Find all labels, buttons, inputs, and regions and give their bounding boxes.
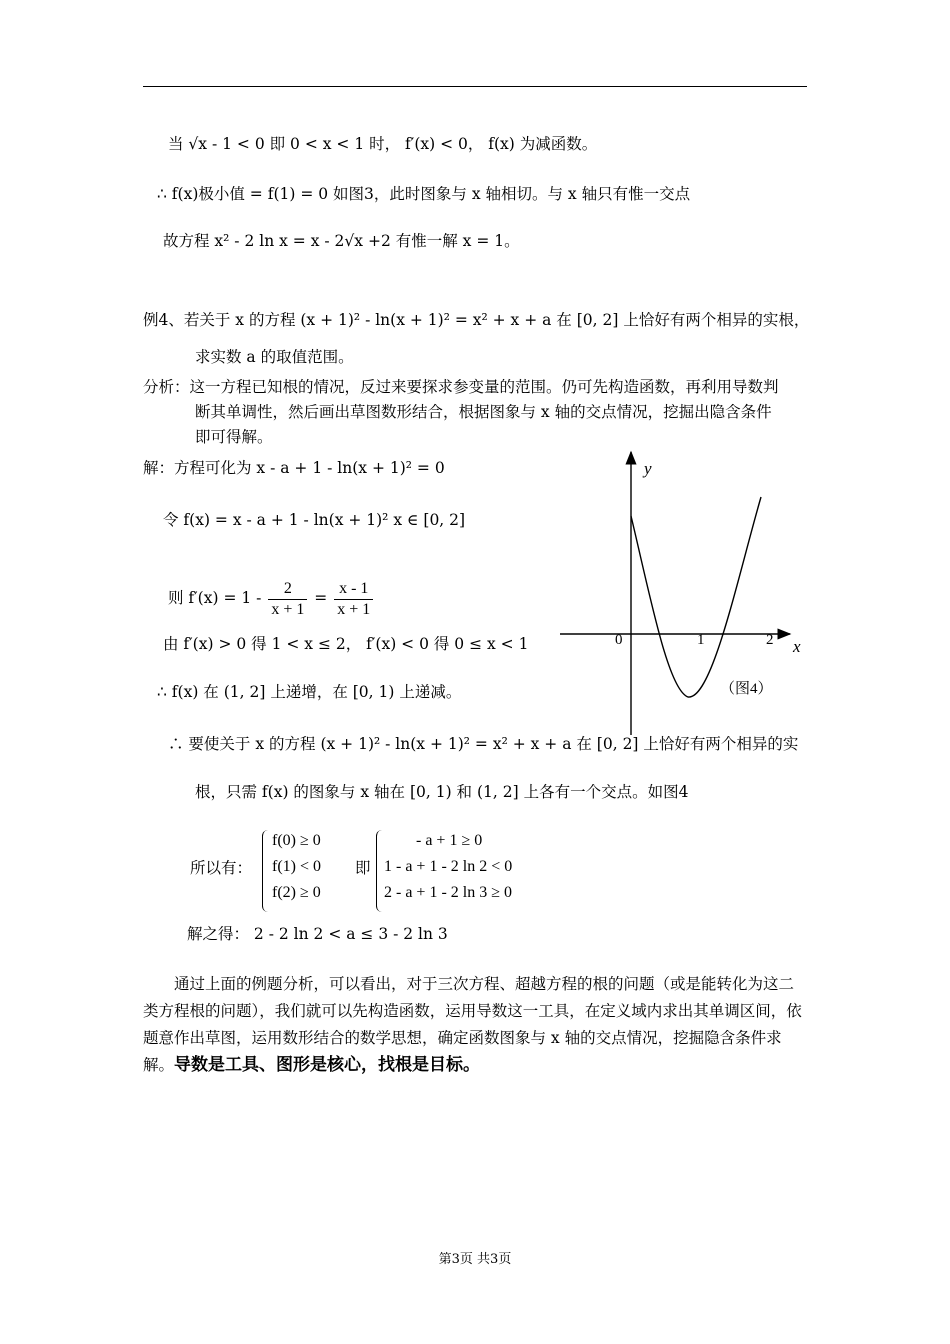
fraction-2-over-x-plus-1 (268, 579, 307, 620)
x-axis-label: x (793, 637, 801, 656)
summary-paragraph (143, 971, 807, 1079)
system-2-row: 2 - a + 1 - 2 ln 3 ≥ 0 (384, 884, 513, 901)
ie-label: 即 (355, 859, 371, 877)
system-2-row: 1 - a + 1 - 2 ln 2 < 0 (384, 858, 513, 875)
summary-text: 通过上面的例题分析，可以看出，对于三次方程、超越方程的根的问题（或是能转化为这二类方程根的问题），我们就可以先构造函数，运用导数这一工具，在定义域内求出其单调区间，依题意作出草图，运用数形结合的数学思想，确定函数图象与 x 轴的交点情况，挖掘隐含条件求解。 (143, 975, 802, 1074)
system-1-row: f(1) < 0 (272, 858, 322, 875)
analysis-line-2: 断其单调性，然后画出草图数形结合，根据图象与 x 轴的交点情况，挖掘出隐含条件 (195, 403, 772, 421)
equals-sign: = (314, 589, 328, 607)
line-when-derivative-negative: 当 √x - 1 < 0 即 0 < x < 1 时， f′(x) < 0， f(x) 为减函数。 (168, 135, 598, 153)
left-brace-1 (262, 830, 271, 912)
page-footer: 第3页 共3页 (438, 1252, 512, 1267)
final-answer: 解之得： 2 - 2 ln 2 < a ≤ 3 - 2 ln 3 (187, 925, 448, 943)
system-2 (384, 828, 512, 906)
tick-label-2: 2 (766, 632, 774, 648)
line-minimum-value: ∴ f(x)极小值 = f(1) = 0 如图3，此时图象与 x 轴相切。与 x 轴只有惟一交点 (157, 185, 691, 203)
solution-define-f: 令 f(x) = x - a + 1 - ln(x + 1)² x ∈ [0, 2] (163, 511, 466, 529)
figure-4-graph (550, 440, 810, 740)
solution-derivative (168, 576, 375, 620)
solution-requirement-1: ∴ 要使关于 x 的方程 (x + 1)² - ln(x + 1)² = x² + x + a 在 [0, 2] 上恰好有两个相异的实 (168, 735, 799, 753)
analysis-line-1: 分析：这一方程已知根的情况，反过来要探求参变量的范围。仍可先构造函数，再利用导数判 (143, 378, 779, 396)
fraction-numerator: 2 (268, 579, 307, 600)
solution-monotonic-result: ∴ f(x) 在 (1, 2] 上递增，在 [0, 1) 上递减。 (157, 683, 462, 701)
header-rule (143, 86, 807, 87)
tick-label-1: 1 (697, 632, 705, 648)
so-label: 所以有： (190, 859, 253, 877)
origin-label: 0 (615, 632, 623, 648)
line-unique-solution: 故方程 x² - 2 ln x = x - 2√x +2 有惟一解 x = 1。 (163, 232, 520, 250)
system-1 (272, 828, 321, 906)
derivative-prefix: 则 f′(x) = 1 - (168, 589, 262, 607)
example-4-statement: 例4、若关于 x 的方程 (x + 1)² - ln(x + 1)² = x² + x + a 在 [0, 2] 上恰好有两个相异的实根， (143, 311, 810, 329)
example-4-question: 求实数 a 的取值范围。 (195, 348, 354, 366)
system-2-row: - a + 1 ≥ 0 (416, 832, 483, 849)
solution-monotonic-conditions: 由 f′(x) > 0 得 1 < x ≤ 2， f′(x) < 0 得 0 ≤ x < 1 (163, 635, 529, 653)
fraction-denominator: x + 1 (337, 600, 371, 618)
y-axis-label: y (644, 459, 652, 478)
summary-bold-conclusion: 导数是工具、图形是核心，找根是目标。 (174, 1055, 481, 1075)
analysis-line-3: 即可得解。 (195, 428, 273, 446)
fraction-denominator: x + 1 (271, 600, 305, 618)
system-1-row: f(2) ≥ 0 (272, 884, 321, 901)
fraction-x-minus-1-over-x-plus-1 (334, 579, 373, 620)
figure-caption: （图4） (720, 681, 773, 697)
solution-rewrite: 解：方程可化为 x - a + 1 - ln(x + 1)² = 0 (143, 459, 445, 477)
solution-requirement-2: 根，只需 f(x) 的图象与 x 轴在 [0, 1) 和 (1, 2] 上各有一个交点。如图4 (195, 783, 689, 801)
system-1-row: f(0) ≥ 0 (272, 832, 321, 849)
curve-f (631, 497, 761, 697)
fraction-numerator: x - 1 (334, 579, 373, 600)
